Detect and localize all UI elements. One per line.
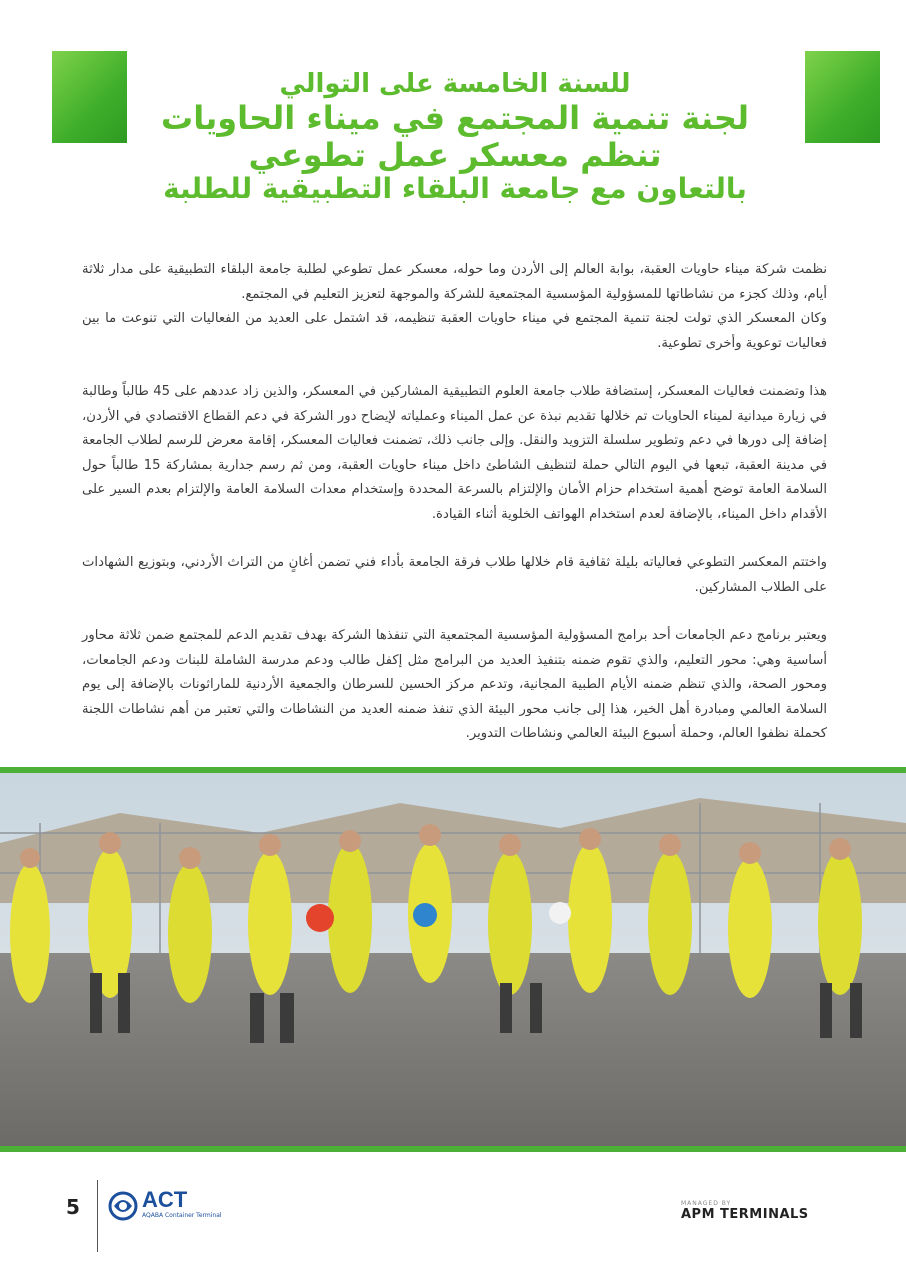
title-line-3: تنظم معسكر عمل تطوعي bbox=[248, 135, 662, 174]
apm-terminals-logo bbox=[681, 1200, 841, 1222]
article-body bbox=[82, 258, 827, 771]
paragraph-3: هذا وتضمنت فعاليات المعسكر، إستضافة طلاب جامعة العلوم التطبيقية المشاركين في المعسكر، والذين زاد عددهم على 45 طالباً وطالبة في زيارة ميدانية لميناء الحاويات تم خلالها تقديم نبذة عن عمل الميناء وعملياته لإيضاح دور الشركة في دعم القطاع الاقتصادي في الأردن، إضافة إلى دورها في دعم وتطوير سلسلة التزويد والنقل. وإلى جانب ذلك، تضمنت فعاليات المعسكر، إقامة معرض للرسم لطلاب الجامعة في مدينة العقبة، تبعها في اليوم التالي حملة لتنظيف الشاطئ داخل ميناء حاويات العقبة، ومن ثم رسم جدارية بمشاركة 15 طالباً حول السلامة العامة توضح أهمية استخدام حزام الأمان والإلتزام بالسرعة المحددة وإستخدام معدات السلامة العامة والإلتزام بعدم السير على الأقدام داخل الميناء، بالإضافة لعدم استخدام الهواتف الخلوية أثناء القيادة. bbox=[82, 384, 828, 522]
group-photo-illustration bbox=[0, 773, 906, 1146]
act-logo bbox=[108, 1187, 222, 1224]
paragraph-2: وكان المعسكر الذي تولت لجنة تنمية المجتمع في ميناء حاويات العقبة تنظيمه، قد اشتمل على العديد من الفعاليات التي تنوعت ما بين فعاليات توعوية وأخرى تطوعية. bbox=[82, 311, 827, 351]
footer-divider bbox=[97, 1180, 98, 1252]
act-logo-text: ACT bbox=[142, 1187, 188, 1212]
paragraph-5: ويعتبر برنامج دعم الجامعات أحد برامج المسؤولية المؤسسية المجتمعية التي تنفذها الشركة بهدف تقديم الدعم للمجتمع ضمن ثلاثة محاور أساسية وهي: محور التعليم، والذي تقوم ضمنه بتنفيذ العديد من البرامج مثل إكفل طالب ودعم مدرسة الشاملة للبنات ودعم الجامعات، ومحور الصحة، والذي تنظم ضمنه الأيام الطبية المجانية، وتدعم مركز الحسين للسرطان والجمعية الأردنية للماراثونات بالإضافة إلى يوم السلامة العالمي ومبادرة أهل الخير، هذا إلى جانب محور البيئة الذي تنفذ ضمنه العديد من النشاطات والتي تعتبر من أهم نشاطات اللجنة كحملة نظفوا العالم، وحملة أسبوع البيئة العالمي ونشاطات التدوير. bbox=[82, 628, 827, 741]
apm-managed-by: MANAGED BY bbox=[681, 1200, 732, 1207]
title-line-2: لجنة تنمية المجتمع في ميناء الحاويات bbox=[161, 98, 749, 137]
corner-accent-left bbox=[52, 51, 127, 143]
act-tagline: AQABA Container Terminal bbox=[142, 1212, 222, 1219]
page-number: 5 bbox=[66, 1195, 80, 1219]
paragraph-4: واختتم المعكسر التطوعي فعالياته بليلة ثقافية قام خلالها طلاب فرقة الجامعة بأداء فني تضمن أغانٍ من التراث الأردني، وبتوزيع الشهادات على الطلاب المشاركين. bbox=[82, 555, 827, 595]
photo-bottom-bar bbox=[0, 1146, 906, 1152]
title-line-1: للسنة الخامسة على التوالي bbox=[279, 69, 631, 99]
article-title bbox=[130, 70, 780, 206]
title-line-4: بالتعاون مع جامعة البلقاء التطبيقية للطلبة bbox=[163, 172, 747, 206]
group-photo bbox=[0, 773, 906, 1146]
apm-name: APM TERMINALS bbox=[681, 1207, 809, 1222]
paragraph-1: نظمت شركة ميناء حاويات العقبة، بوابة العالم إلى الأردن وما حوله، معسكر عمل تطوعي لطلبة جامعة البلقاء التطبيقية على مدار ثلاثة أيام، وذلك كجزء من نشاطاتها للمسؤولية المؤسسية المجتمعية للشركة والموجهة لتعزيز التعليم في المجتمع. bbox=[82, 262, 827, 302]
corner-accent-right bbox=[805, 51, 880, 143]
